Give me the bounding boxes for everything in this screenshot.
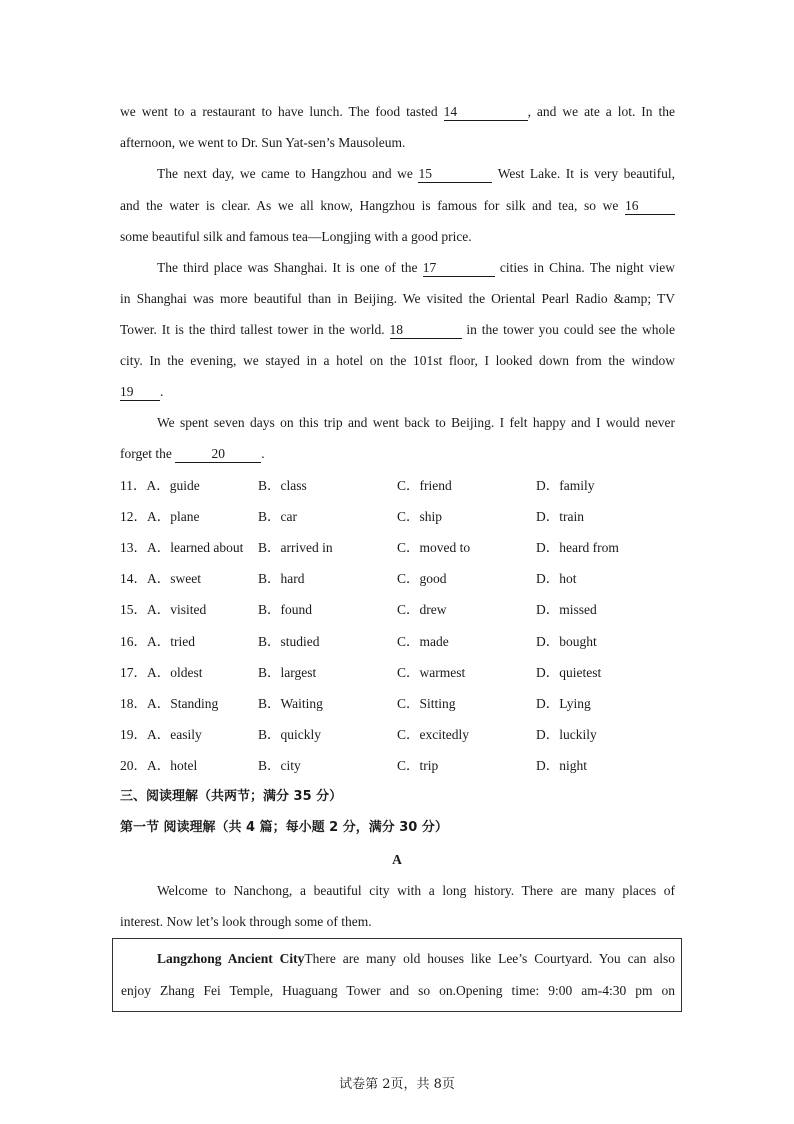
option-c[interactable]: C．drew	[397, 602, 447, 617]
option-a[interactable]: 17．A．oldest	[120, 665, 203, 680]
option-d[interactable]: D．family	[536, 478, 595, 493]
passage-text: forget the	[120, 446, 172, 461]
passage-line: some beautiful silk and famous tea—Longjing with a good price.	[120, 229, 472, 244]
option-d[interactable]: D．luckily	[536, 727, 597, 742]
option-c[interactable]: C．good	[397, 571, 447, 586]
option-a[interactable]: 18．A．Standing	[120, 696, 219, 711]
blank-20: 20	[175, 446, 261, 463]
question-options-11	[120, 476, 680, 496]
passage-text: we went to a restaurant to have lunch. The food tasted	[120, 104, 438, 119]
passage-line: interest. Now let’s look through some of them.	[120, 914, 372, 929]
option-a[interactable]: 20．A．hotel	[120, 758, 198, 773]
passage-text: West Lake. It is very beautiful,	[497, 166, 675, 181]
option-b[interactable]: B．Waiting	[258, 696, 323, 711]
option-b[interactable]: B．car	[258, 509, 297, 524]
option-c[interactable]: C．Sitting	[397, 696, 456, 711]
passage-line: Welcome to Nanchong, a beautiful city with a long history. There are many places of	[157, 883, 675, 898]
passage-text: cities in China. The night view	[499, 260, 676, 275]
passage-line	[157, 164, 675, 184]
option-d[interactable]: D．missed	[536, 602, 597, 617]
box-line: enjoy Zhang Fei Temple, Huaguang Tower and so on.Opening time: 9:00 am-4:30 pm on	[121, 983, 675, 998]
question-options-18	[120, 694, 680, 714]
option-c[interactable]: C．friend	[397, 478, 452, 493]
option-b[interactable]: B．studied	[258, 634, 320, 649]
option-a[interactable]: 13．A．learned about	[120, 540, 244, 555]
blank-17: 17	[423, 260, 495, 277]
passage-line: We spent seven days on this trip and went back to Beijing. I felt happy and I would never	[157, 415, 675, 430]
option-b[interactable]: B．arrived in	[258, 540, 333, 555]
option-a[interactable]: 12．A．plane	[120, 509, 200, 524]
option-d[interactable]: D．Lying	[536, 696, 591, 711]
option-a[interactable]: 15．A．visited	[120, 602, 207, 617]
passage-title: A	[392, 852, 402, 867]
option-d[interactable]: D．heard from	[536, 540, 619, 555]
option-b[interactable]: B．largest	[258, 665, 317, 680]
page-footer: 试卷第 2页，共 8页	[339, 1077, 455, 1092]
question-options-12	[120, 507, 680, 527]
option-c[interactable]: C．warmest	[397, 665, 466, 680]
option-b[interactable]: B．hard	[258, 571, 305, 586]
passage-line	[120, 444, 675, 464]
passage-text: , and we ate a lot. In the	[527, 104, 676, 119]
option-a[interactable]: 14．A．sweet	[120, 571, 201, 586]
passage-text: .	[261, 446, 265, 461]
question-options-16	[120, 632, 680, 652]
option-b[interactable]: B．quickly	[258, 727, 321, 742]
option-d[interactable]: D．bought	[536, 634, 597, 649]
passage-text: and the water is clear. As we all know, Hangzhou is famous for silk and tea, so we	[120, 198, 619, 213]
info-box	[112, 938, 682, 1012]
option-d[interactable]: D．hot	[536, 571, 577, 586]
passage-line	[120, 382, 675, 402]
option-c[interactable]: C．moved to	[397, 540, 471, 555]
blank-14: 14	[444, 104, 528, 121]
option-a[interactable]: 19．A．easily	[120, 727, 202, 742]
passage-line	[120, 196, 675, 216]
box-line	[157, 949, 675, 969]
passage-line	[120, 320, 675, 340]
passage-text: .	[160, 384, 164, 399]
section-heading: 三、阅读理解（共两节；满分 35 分）	[120, 789, 343, 804]
passage-line: afternoon, we went to Dr. Sun Yat-sen’s Mausoleum.	[120, 135, 406, 150]
option-d[interactable]: D．train	[536, 509, 584, 524]
blank-19: 19	[120, 384, 160, 401]
passage-text: in the tower you could see the whole	[466, 322, 676, 337]
option-b[interactable]: B．city	[258, 758, 301, 773]
option-d[interactable]: D．quietest	[536, 665, 602, 680]
passage-text: The next day, we came to Hangzhou and we	[157, 166, 413, 181]
passage-line	[157, 258, 675, 278]
question-options-13	[120, 538, 680, 558]
question-options-14	[120, 569, 680, 589]
box-text: There are many old houses like Lee’s Courtyard. You can also	[304, 951, 675, 966]
question-options-17	[120, 663, 680, 683]
option-d[interactable]: D．night	[536, 758, 588, 773]
passage-line: in Shanghai was more beautiful than in Beijing. We visited the Oriental Pearl Radio &amp; TV	[120, 291, 675, 306]
option-b[interactable]: B．found	[258, 602, 312, 617]
question-options-20	[120, 756, 680, 776]
option-b[interactable]: B．class	[258, 478, 307, 493]
blank-15: 15	[418, 166, 492, 183]
option-c[interactable]: C．ship	[397, 509, 443, 524]
sub-section-heading: 第一节 阅读理解（共 4 篇；每小题 2 分，满分 30 分）	[120, 820, 448, 835]
passage-line: city. In the evening, we stayed in a hotel on the 101st floor, I looked down from the window	[120, 353, 675, 368]
passage-text: The third place was Shanghai. It is one of the	[157, 260, 418, 275]
blank-18: 18	[390, 322, 462, 339]
option-c[interactable]: C．excitedly	[397, 727, 469, 742]
option-a[interactable]: 11．A．guide	[120, 478, 200, 493]
question-options-15	[120, 600, 680, 620]
box-place-name: Langzhong Ancient City	[157, 951, 305, 966]
passage-text: Tower. It is the third tallest tower in the world.	[120, 322, 385, 337]
option-c[interactable]: C．trip	[397, 758, 439, 773]
question-options-19	[120, 725, 680, 745]
option-c[interactable]: C．made	[397, 634, 449, 649]
passage-line	[120, 102, 675, 122]
blank-16: 16	[625, 198, 675, 215]
option-a[interactable]: 16．A．tried	[120, 634, 195, 649]
